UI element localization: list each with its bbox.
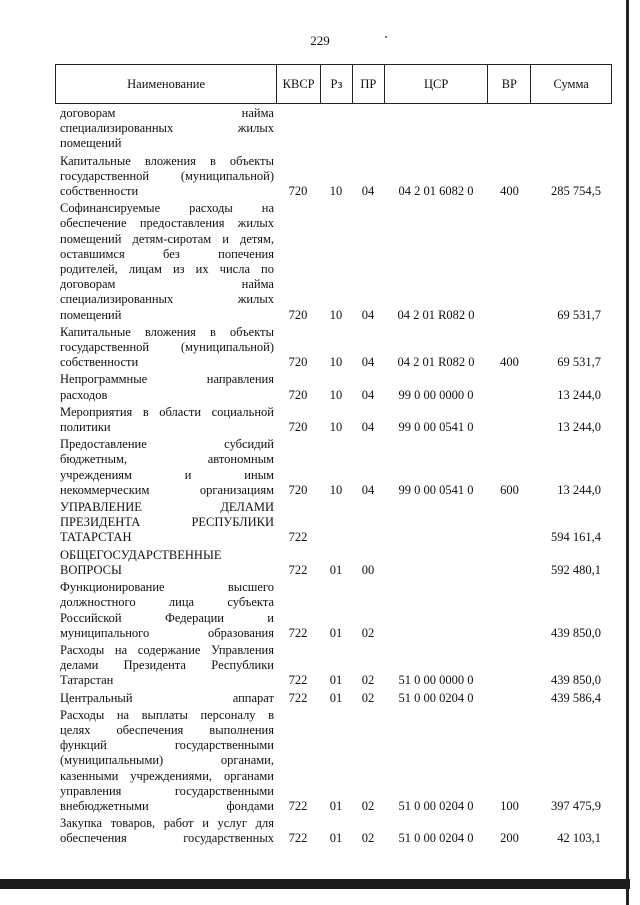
row-name bbox=[55, 548, 276, 578]
cell-pr: 02 bbox=[361, 798, 375, 813]
row-name-line: обеспечения государственных bbox=[60, 831, 274, 846]
cell-vr: 100 bbox=[500, 798, 519, 813]
row-name-line: бюджетным, автономным bbox=[60, 452, 274, 467]
cell-pr: 04 bbox=[361, 387, 375, 402]
row-name-line: целях обеспечения выполнения bbox=[60, 722, 274, 737]
header-vr: ВР bbox=[487, 65, 530, 103]
cell-pr: 04 bbox=[361, 355, 375, 370]
row-name-line: ПРЕЗИДЕНТА РЕСПУБЛИКИ bbox=[60, 515, 274, 530]
cell-pr: 04 bbox=[361, 307, 375, 322]
cell-kvsr: 722 bbox=[288, 562, 308, 577]
cell-vr: 400 bbox=[500, 355, 519, 370]
row-name-line: учреждениям и иным bbox=[60, 467, 274, 482]
cell-rz: 10 bbox=[329, 355, 343, 370]
cell-sum: 594 161,4 bbox=[551, 530, 601, 545]
header-pr: ПР bbox=[352, 65, 384, 103]
row-name-line: расходов bbox=[60, 387, 108, 402]
cell-csr: 99 0 00 0541 0 bbox=[398, 482, 474, 497]
cell-sum: 397 475,9 bbox=[551, 798, 601, 813]
table-row bbox=[55, 372, 612, 402]
row-name-line: Предоставление субсидий bbox=[60, 437, 274, 452]
row-name-line: государственной (муниципальной) bbox=[60, 340, 274, 355]
row-name-line: управления государственными bbox=[60, 783, 274, 798]
row-name bbox=[55, 154, 276, 200]
row-name bbox=[55, 691, 276, 706]
cell-pr: 02 bbox=[361, 673, 375, 688]
cell-csr: 51 0 00 0000 0 bbox=[398, 673, 474, 688]
row-name-line: Закупка товаров, работ и услуг для bbox=[60, 816, 274, 831]
row-name-line: Софинансируемые расходы на bbox=[60, 201, 274, 216]
cell-sum: 69 531,7 bbox=[557, 307, 601, 322]
row-name-line: (муниципальными) органами, bbox=[60, 753, 274, 768]
row-name-line: договорам найма bbox=[60, 106, 274, 120]
cell-kvsr: 722 bbox=[288, 530, 308, 545]
row-name-line: оставшимся без попечения bbox=[60, 246, 274, 261]
row-name-line: помещений bbox=[60, 136, 122, 151]
row-name bbox=[55, 816, 276, 846]
cell-sum: 13 244,0 bbox=[557, 482, 601, 497]
cell-pr: 04 bbox=[361, 184, 375, 199]
cell-csr: 51 0 00 0204 0 bbox=[398, 831, 474, 846]
cell-sum: 13 244,0 bbox=[557, 387, 601, 402]
row-name-line: собственности bbox=[60, 184, 139, 199]
row-name-line: Расходы на содержание Управления bbox=[60, 642, 274, 657]
table-row bbox=[55, 405, 612, 435]
cell-rz: 10 bbox=[329, 184, 343, 199]
cell-kvsr: 722 bbox=[288, 625, 308, 640]
row-name bbox=[55, 106, 276, 152]
cell-rz: 01 bbox=[329, 798, 343, 813]
row-name-line: помещений детям-сиротам и детям, bbox=[60, 231, 274, 246]
table-row bbox=[55, 500, 612, 546]
table-row bbox=[55, 106, 612, 152]
row-name-line: казенными учреждениями, органами bbox=[60, 768, 274, 783]
table-row bbox=[55, 708, 612, 814]
row-name-line: обеспечение предоставления жилых bbox=[60, 216, 274, 231]
row-name-line: ОБЩЕГОСУДАРСТВЕННЫЕ bbox=[60, 547, 222, 562]
row-name-line: Функционирование высшего bbox=[60, 580, 274, 595]
cell-vr: 600 bbox=[500, 482, 519, 497]
row-name bbox=[55, 437, 276, 498]
cell-csr: 51 0 00 0204 0 bbox=[398, 690, 474, 705]
cell-kvsr: 720 bbox=[288, 387, 308, 402]
cell-kvsr: 722 bbox=[288, 798, 308, 813]
cell-kvsr: 722 bbox=[288, 673, 308, 688]
table-row bbox=[55, 201, 612, 323]
table-body bbox=[55, 104, 612, 847]
header-csr: ЦСР bbox=[384, 65, 488, 103]
row-name-line: функций государственными bbox=[60, 738, 274, 753]
header-name: Наименование bbox=[127, 76, 206, 91]
row-name-line: специализированных жилых bbox=[60, 121, 274, 136]
row-name-line: Центральный аппарат bbox=[60, 690, 274, 705]
table-row bbox=[55, 691, 612, 706]
cell-sum: 69 531,7 bbox=[557, 355, 601, 370]
row-name-line: УПРАВЛЕНИЕ ДЕЛАМИ bbox=[60, 500, 274, 515]
cell-sum: 439 850,0 bbox=[551, 625, 601, 640]
row-name-line: ТАТАРСТАН bbox=[60, 530, 132, 545]
row-name bbox=[55, 372, 276, 402]
cell-rz: 01 bbox=[329, 673, 343, 688]
cell-kvsr: 722 bbox=[288, 831, 308, 846]
cell-sum: 592 480,1 bbox=[551, 562, 601, 577]
table-row bbox=[55, 580, 612, 641]
cell-pr: 04 bbox=[361, 482, 375, 497]
row-name-line: государственной (муниципальной) bbox=[60, 168, 274, 183]
cell-rz: 01 bbox=[329, 831, 343, 846]
table-row bbox=[55, 816, 612, 846]
cell-sum: 13 244,0 bbox=[557, 420, 601, 435]
row-name bbox=[55, 201, 276, 323]
scan-edge bbox=[626, 0, 629, 905]
row-name-line: Капитальные вложения в объекты bbox=[60, 324, 274, 339]
cell-pr: 02 bbox=[361, 690, 375, 705]
cell-kvsr: 720 bbox=[288, 307, 308, 322]
cell-rz: 10 bbox=[329, 307, 343, 322]
row-name-line: договорам найма bbox=[60, 277, 274, 292]
cell-csr: 99 0 00 0541 0 bbox=[398, 420, 474, 435]
row-name bbox=[55, 325, 276, 371]
table-row bbox=[55, 325, 612, 371]
row-name-line: Капитальные вложения в объекты bbox=[60, 153, 274, 168]
cell-sum: 285 754,5 bbox=[551, 184, 601, 199]
cell-vr: 400 bbox=[500, 184, 519, 199]
cell-kvsr: 722 bbox=[288, 690, 308, 705]
row-name-line: должностного лица субъекта bbox=[60, 595, 274, 610]
cell-rz: 10 bbox=[329, 387, 343, 402]
table-row bbox=[55, 154, 612, 200]
cell-csr: 04 2 01 R082 0 bbox=[397, 355, 475, 370]
row-name bbox=[55, 405, 276, 435]
row-name-line: некоммерческим организациям bbox=[60, 482, 274, 497]
cell-rz: 01 bbox=[329, 562, 343, 577]
cell-sum: 439 586,4 bbox=[551, 690, 601, 705]
cell-csr: 04 2 01 6082 0 bbox=[398, 184, 474, 199]
row-name bbox=[55, 643, 276, 689]
row-name-line: Татарстан bbox=[60, 673, 114, 688]
row-name-line: муниципального образования bbox=[60, 625, 274, 640]
row-name-line: делами Президента Республики bbox=[60, 658, 274, 673]
table-row bbox=[55, 437, 612, 498]
cell-rz: 10 bbox=[329, 420, 343, 435]
cell-rz: 10 bbox=[329, 482, 343, 497]
cell-pr: 02 bbox=[361, 831, 375, 846]
cell-kvsr: 720 bbox=[288, 482, 308, 497]
scan-speck bbox=[385, 36, 387, 38]
row-name-line: родителей, лицам из их числа по bbox=[60, 262, 274, 277]
cell-sum: 439 850,0 bbox=[551, 673, 601, 688]
row-name-line: Мероприятия в области социальной bbox=[60, 404, 274, 419]
row-name-line: собственности bbox=[60, 355, 139, 370]
scan-bottom-bar bbox=[0, 879, 630, 889]
row-name-line: внебюджетными фондами bbox=[60, 798, 274, 813]
row-name-line: специализированных жилых bbox=[60, 292, 274, 307]
row-name-line: ВОПРОСЫ bbox=[60, 562, 122, 577]
row-name-line: Непрограммные направления bbox=[60, 372, 274, 387]
cell-sum: 42 103,1 bbox=[557, 831, 601, 846]
page-number: 229 bbox=[310, 33, 330, 48]
cell-csr: 99 0 00 0000 0 bbox=[398, 387, 474, 402]
header-rz: Рз bbox=[320, 65, 352, 103]
header-kvsr: КВСР bbox=[276, 65, 320, 103]
cell-csr: 04 2 01 R082 0 bbox=[397, 307, 475, 322]
cell-pr: 00 bbox=[361, 562, 375, 577]
row-name-line: помещений bbox=[60, 307, 122, 322]
cell-pr: 02 bbox=[361, 625, 375, 640]
cell-kvsr: 720 bbox=[288, 355, 308, 370]
row-name-line: политики bbox=[60, 420, 111, 435]
table-row bbox=[55, 643, 612, 689]
cell-csr: 51 0 00 0204 0 bbox=[398, 798, 474, 813]
table-row bbox=[55, 548, 612, 578]
row-name bbox=[55, 708, 276, 814]
cell-vr: 200 bbox=[500, 831, 519, 846]
cell-pr: 04 bbox=[361, 420, 375, 435]
row-name bbox=[55, 580, 276, 641]
cell-rz: 01 bbox=[329, 690, 343, 705]
row-name bbox=[55, 500, 276, 546]
cell-kvsr: 720 bbox=[288, 420, 308, 435]
header-sum: Сумма bbox=[530, 65, 611, 103]
row-name-line: Российской Федерации и bbox=[60, 610, 274, 625]
row-name-line: Расходы на выплаты персоналу в bbox=[60, 707, 274, 722]
cell-rz: 01 bbox=[329, 625, 343, 640]
table-header bbox=[55, 64, 612, 104]
cell-kvsr: 720 bbox=[288, 184, 308, 199]
